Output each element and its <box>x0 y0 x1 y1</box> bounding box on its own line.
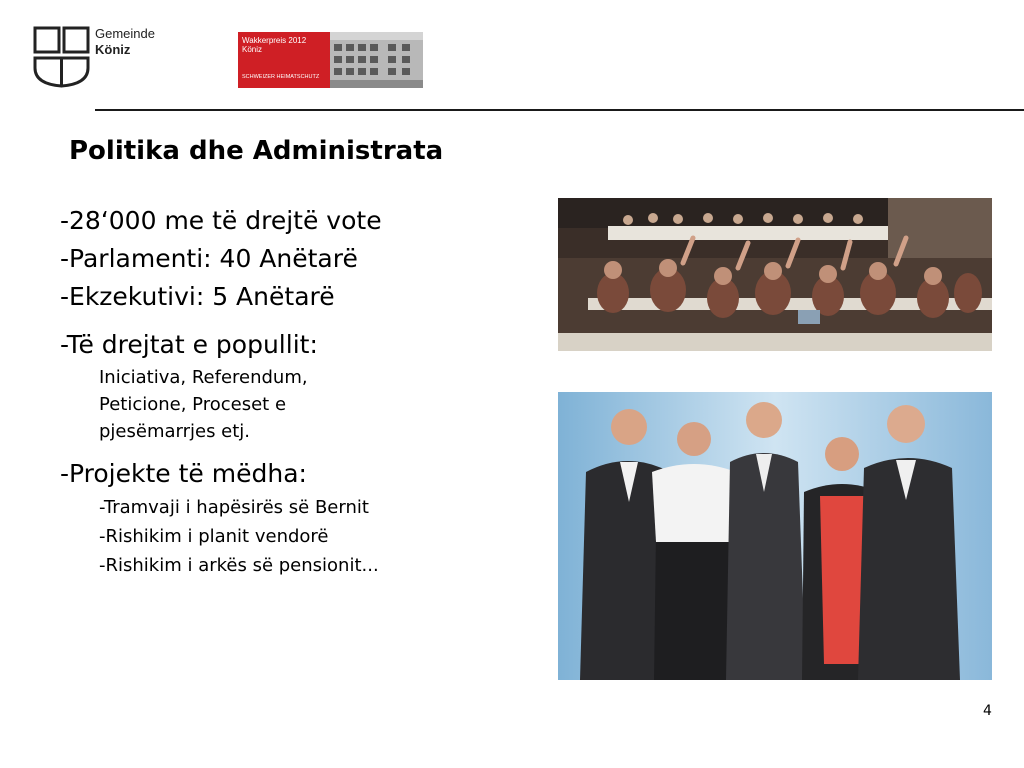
bullet-list <box>60 202 530 580</box>
badge-line-1: Wakkerpreis 2012 <box>242 36 307 45</box>
bullet-executive: -Ekzekutivi: 5 Anëtarë <box>60 282 335 311</box>
bullet-people-rights: -Të drejtat e popullit: <box>60 330 318 359</box>
rights-line: pjesëmarrjes etj. <box>99 421 251 442</box>
project-item: -Rishikim i planit vendorë <box>99 526 329 547</box>
bullet-major-projects: -Projekte të mëdha: <box>60 459 307 488</box>
parliament-photo <box>558 198 992 351</box>
rights-line: Peticione, Proceset e <box>99 394 287 415</box>
slide-title: Politika dhe Administrata <box>69 136 444 166</box>
logo-line-1: Gemeinde <box>95 26 155 41</box>
bullet-voters: -28‘000 me të drejtë vote <box>60 206 382 235</box>
coat-of-arms-icon <box>33 26 91 88</box>
bullet-parliament: -Parlamenti: 40 Anëtarë <box>60 244 358 273</box>
badge-line-3: SCHWEIZER HEIMATSCHUTZ <box>242 74 320 80</box>
rights-line: Iniciativa, Referendum, <box>99 367 308 388</box>
header-rule <box>95 109 1024 111</box>
gemeinde-koniz-logo <box>33 26 173 90</box>
wakkerpreis-badge <box>238 32 423 88</box>
page-number: 4 <box>983 703 992 719</box>
project-item: -Rishikim i arkës së pensionit... <box>99 555 379 576</box>
logo-line-2: Köniz <box>95 42 131 57</box>
project-item: -Tramvaji i hapësirës së Bernit <box>99 497 369 518</box>
badge-line-2: Köniz <box>242 45 263 54</box>
executive-group-photo <box>558 392 992 680</box>
